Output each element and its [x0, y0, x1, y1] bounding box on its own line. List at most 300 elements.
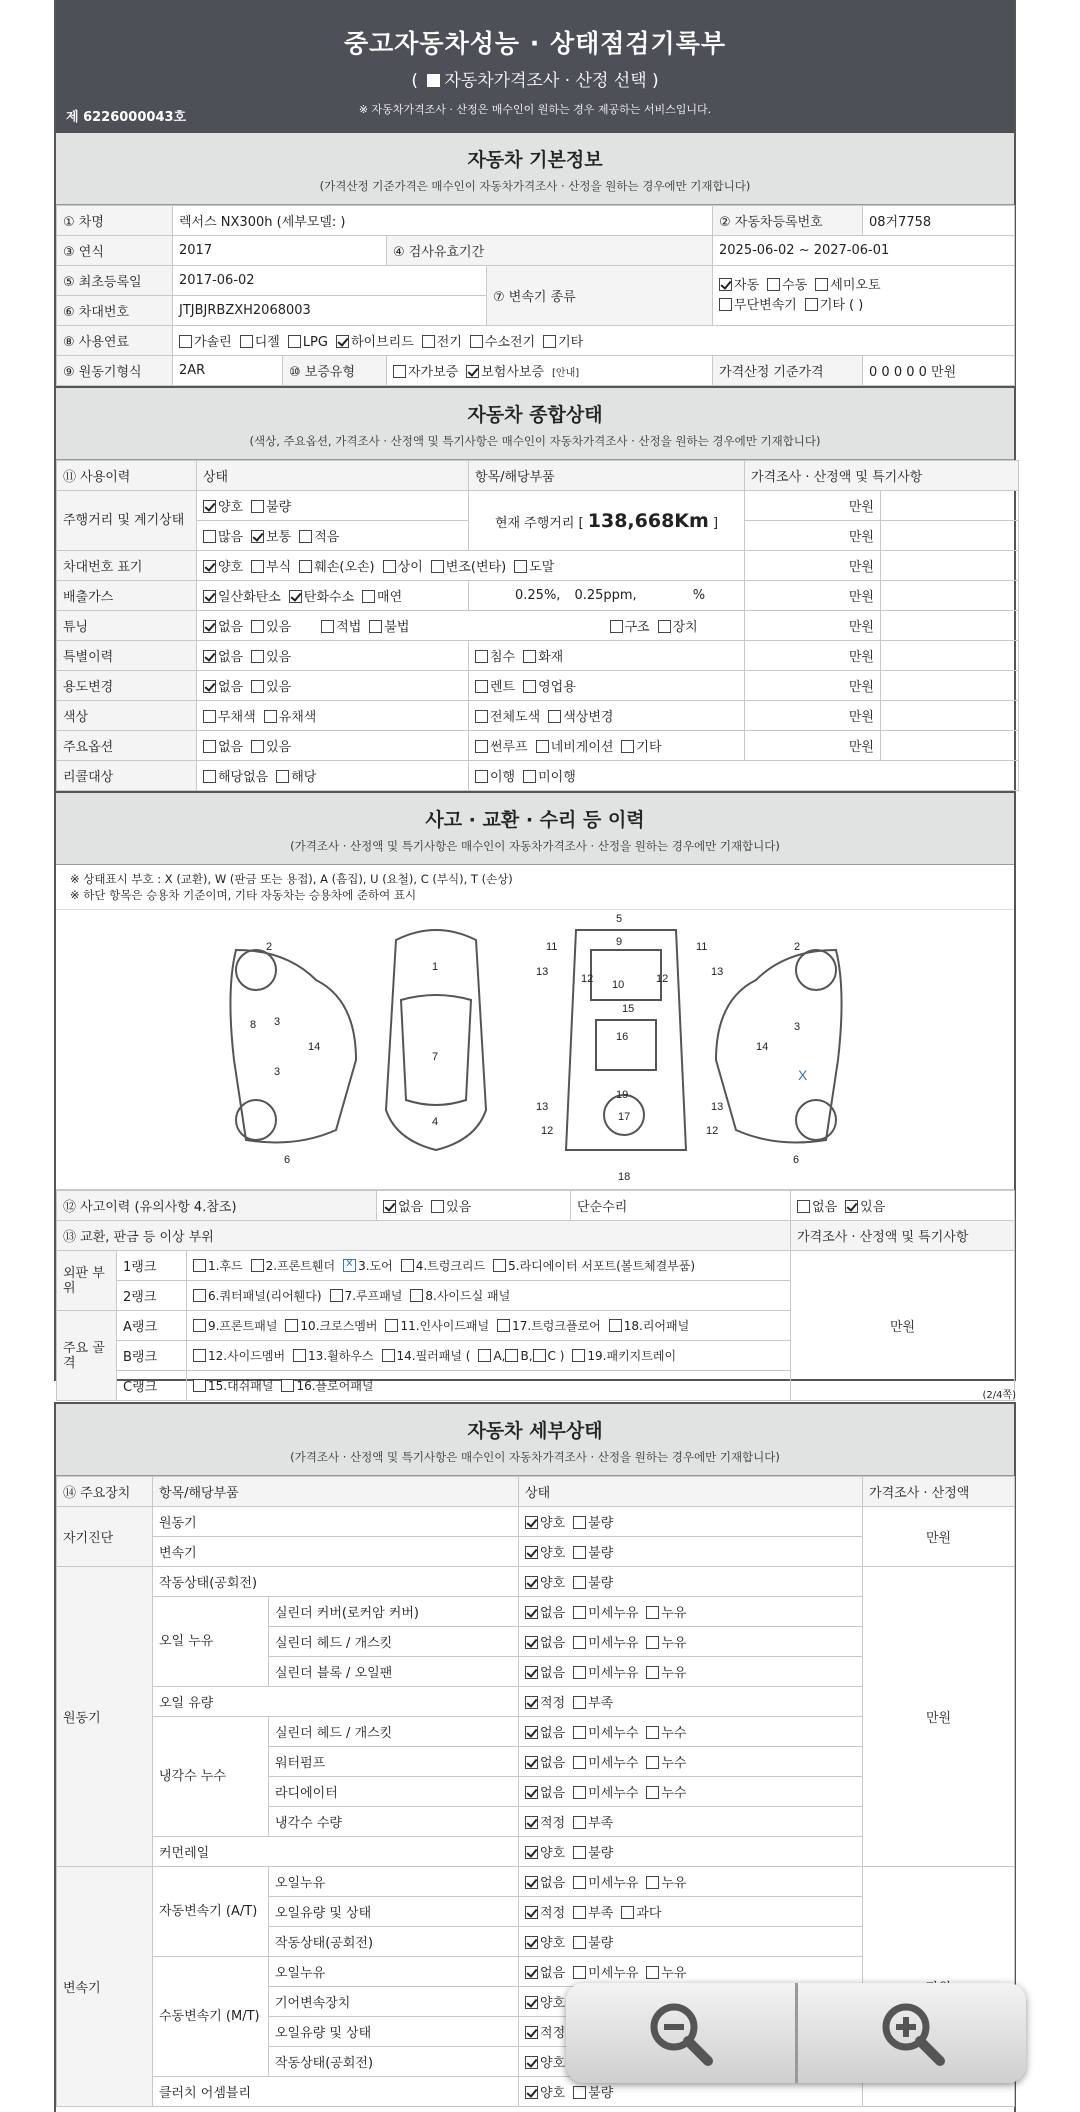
checkbox[interactable]: [369, 620, 382, 633]
sub-item: 기어변속장치: [269, 1987, 519, 2017]
rank-a: A랭크: [117, 1311, 187, 1341]
label-fuel: ⑧ 사용연료: [57, 326, 173, 356]
checkbox[interactable]: [179, 335, 192, 348]
rank-1-items: 1.후드 2.프론트휀더x 3.도어 4.트렁크리드 5.라디에이터 서포트(볼트체결부품): [187, 1251, 791, 1281]
svg-text:3: 3: [794, 1021, 801, 1033]
sub-item: 실린더 헤드 / 개스킷: [269, 1717, 519, 1747]
checkbox[interactable]: [536, 740, 549, 753]
doc-title: 중고자동차성능 · 상태점검기록부: [343, 29, 726, 58]
checkbox[interactable]: [264, 710, 277, 723]
label-color: 색상: [57, 701, 197, 731]
sub-item: 냉각수 수량: [269, 1807, 519, 1837]
checkbox[interactable]: [548, 710, 561, 723]
label-warranty: ⑩ 보증유형: [283, 356, 387, 386]
checkbox[interactable]: [382, 1349, 395, 1362]
checkbox[interactable]: [281, 1379, 294, 1392]
checkbox[interactable]: [533, 1349, 546, 1362]
checkbox[interactable]: [845, 1200, 858, 1213]
detail-row: [57, 1507, 1015, 1537]
checkbox[interactable]: [573, 1786, 586, 1799]
zoom-controls: [566, 1983, 1026, 2083]
section-subtitle: (가격조사 · 산정액 및 특기사항은 매수인이 자동차가격조사 · 산정을 원하는 경우에만 기재합니다): [290, 1450, 780, 1464]
state-options: 양호: [519, 2047, 863, 2077]
recall-state: 해당없음 해당: [197, 761, 469, 791]
checkbox[interactable]: [336, 335, 349, 348]
checkbox[interactable]: [330, 1289, 343, 1302]
checkbox[interactable]: [525, 1726, 538, 1739]
guide-link[interactable]: [안내]: [552, 368, 580, 379]
col-state: 상태: [197, 461, 469, 491]
checkbox[interactable]: [431, 560, 444, 573]
checkbox[interactable]: [525, 2056, 538, 2069]
price-unit: 만원: [745, 641, 881, 671]
price-unit: 만원: [745, 581, 881, 611]
checkbox[interactable]: [410, 1289, 423, 1302]
label-options: 주요옵션: [57, 731, 197, 761]
base-price: 0 0 0 0 0 만원: [863, 356, 1015, 386]
checkbox[interactable]: [251, 500, 264, 513]
item-name: 변속기: [153, 1537, 519, 1567]
state-options: 양호 불량: [519, 1567, 863, 1597]
checkbox[interactable]: [573, 1876, 586, 1889]
checkbox[interactable]: [505, 1349, 518, 1362]
rank-b: B랭크: [117, 1341, 187, 1371]
price-option-checkbox: [427, 74, 440, 87]
svg-text:9: 9: [616, 936, 623, 948]
state-options: 없음 미세누수 누수: [519, 1747, 863, 1777]
checkbox[interactable]: [525, 1846, 538, 1859]
rank-1: 1랭크: [117, 1251, 187, 1281]
checkbox[interactable]: [646, 1786, 659, 1799]
section-subtitle: (가격조사 · 산정액 및 특기사항은 매수인이 자동차가격조사 · 산정을 원하는 경우에만 기재합니다): [290, 839, 780, 853]
sub-item: 오일유량 및 상태: [269, 2017, 519, 2047]
checkbox[interactable]: [193, 1259, 206, 1272]
item-group: 오일 누유: [153, 1597, 269, 1687]
checkbox[interactable]: [525, 1576, 538, 1589]
inspection-page-2: [54, 0, 1016, 1395]
legend-symbols: ※ 상태표시 부호 : X (교환), W (판금 또는 용접), A (흠집), U (요철), C (부식), T (손상): [70, 872, 513, 886]
checkbox[interactable]: [288, 335, 301, 348]
checkbox[interactable]: [525, 1756, 538, 1769]
checkbox[interactable]: [572, 1349, 585, 1362]
checkbox[interactable]: [240, 335, 253, 348]
col-price: 가격조사 · 산정액 및 특기사항: [791, 1221, 1015, 1251]
checkbox[interactable]: [525, 1696, 538, 1709]
label-year: ③ 연식: [57, 236, 173, 266]
checkbox[interactable]: [573, 1936, 586, 1949]
label-base-price: 가격산정 기준가격: [713, 356, 863, 386]
svg-text:16: 16: [616, 1031, 629, 1043]
checkbox[interactable]: [573, 1636, 586, 1649]
label-vin: ⑥ 차대번호: [57, 296, 173, 326]
checkbox[interactable]: [621, 1906, 634, 1919]
label-purpose-change: 용도변경: [57, 671, 197, 701]
zoom-in-button[interactable]: [798, 1983, 1027, 2083]
legend-note: ※ 하단 항목은 승용차 기준이며, 기타 자동차는 승용차에 준하여 표시: [70, 888, 417, 902]
checkbox[interactable]: [497, 1319, 510, 1332]
engine-type: 2AR: [173, 356, 283, 386]
note-cell: [881, 551, 1019, 581]
svg-text:15: 15: [622, 1003, 635, 1015]
checkbox[interactable]: [514, 560, 527, 573]
transmission-options: 자동 수동 세미오토 무단변속기 기타 ( ): [713, 266, 1015, 326]
checkbox[interactable]: [478, 1349, 491, 1362]
checkbox[interactable]: [610, 620, 623, 633]
checkbox[interactable]: [431, 1200, 444, 1213]
purpose-state: 없음 있음: [197, 671, 469, 701]
checkbox[interactable]: [203, 650, 216, 663]
checkbox[interactable]: [609, 1319, 622, 1332]
zoom-in-icon: [876, 1997, 948, 2069]
car-name: 렉서스 NX300h (세부모델: ): [173, 206, 713, 236]
svg-text:7: 7: [432, 1051, 439, 1063]
state-options: 양호 불량: [519, 1927, 863, 1957]
checkbox[interactable]: [203, 740, 216, 753]
checkbox[interactable]: [203, 620, 216, 633]
item-name: 클러치 어셈블리: [153, 2077, 519, 2107]
checkbox[interactable]: [573, 1546, 586, 1559]
overall-table: [56, 460, 1019, 791]
checkbox[interactable]: [383, 1200, 396, 1213]
item-name: 오일 유량: [153, 1687, 519, 1717]
checkbox[interactable]: [251, 560, 264, 573]
note-cell: [881, 491, 1019, 521]
simple-repair-state: 없음 있음: [791, 1191, 1015, 1221]
device-group: 자기진단: [57, 1507, 153, 1567]
checkbox[interactable]: [193, 1349, 206, 1362]
checkbox[interactable]: [573, 1906, 586, 1919]
label-first-reg: ⑤ 최초등록일: [57, 266, 173, 296]
label-special-history: 특별이력: [57, 641, 197, 671]
checkbox[interactable]: [193, 1319, 206, 1332]
checkbox[interactable]: [797, 1200, 810, 1213]
zoom-out-button[interactable]: [566, 1983, 798, 2083]
checkbox[interactable]: [203, 770, 216, 783]
section-subtitle: (색상, 주요옵션, 가격조사 · 산정액 및 특기사항은 매수인이 자동차가격조사 · 산정을 원하는 경우에만 기재합니다): [249, 434, 821, 448]
accident-table: [56, 1190, 1015, 1401]
accident-heading: [56, 791, 1014, 865]
svg-text:6: 6: [284, 1154, 291, 1166]
sub-item: 실린더 블록 / 오일팬: [269, 1657, 519, 1687]
item-group: 자동변속기 (A/T): [153, 1867, 269, 1957]
checkbox[interactable]: [203, 590, 216, 603]
svg-text:4: 4: [432, 1116, 439, 1128]
svg-text:1: 1: [432, 961, 439, 973]
note-cell: [881, 731, 1019, 761]
checkbox[interactable]: [362, 590, 375, 603]
checkbox[interactable]: [573, 1756, 586, 1769]
checkbox[interactable]: [251, 650, 264, 663]
checkbox[interactable]: [475, 710, 488, 723]
device-group: 원동기: [57, 1567, 153, 1867]
price-unit: 만원: [745, 701, 881, 731]
accident-state: 없음 있음: [377, 1191, 571, 1221]
svg-text:12: 12: [656, 973, 669, 985]
state-options: 없음 미세누유 누유: [519, 1627, 863, 1657]
sub-item: 작동상태(공회전): [269, 1927, 519, 1957]
price-unit: 만원: [745, 551, 881, 581]
svg-text:14: 14: [756, 1041, 769, 1053]
checkbox[interactable]: [289, 590, 302, 603]
checkbox[interactable]: [203, 680, 216, 693]
overall-heading: [56, 386, 1014, 460]
checkbox[interactable]: [719, 298, 732, 311]
label-transmission: ⑦ 변속기 종류: [487, 266, 713, 326]
checkbox[interactable]: [525, 1666, 538, 1679]
label-emission: 배출가스: [57, 581, 197, 611]
checkbox[interactable]: [573, 1576, 586, 1589]
checkbox[interactable]: [525, 1606, 538, 1619]
checkbox[interactable]: [525, 2086, 538, 2099]
rank-a-items: 9.프론트패널 10.크로스멤버 11.인사이드패널 17.트렁크플로어 18.리어패널: [187, 1311, 791, 1341]
label-mileage: 주행거리 및 계기상태: [57, 491, 197, 551]
checkbox[interactable]: [299, 530, 312, 543]
checkbox[interactable]: [573, 1966, 586, 1979]
fuel-options: 가솔린 디젤 LPG 하이브리드 전기 수소전기 기타: [173, 326, 1015, 356]
checkbox[interactable]: [767, 278, 780, 291]
section-title: 자동차 세부상태: [467, 1420, 603, 1442]
sub-item: 작동상태(공회전): [269, 2047, 519, 2077]
sub-item: 오일누유: [269, 1957, 519, 1987]
checkbox[interactable]: [525, 1786, 538, 1799]
col-item: 항목/해당부품: [469, 461, 745, 491]
checkbox[interactable]: [475, 770, 488, 783]
note-cell: [881, 581, 1019, 611]
sub-item: 실린더 헤드 / 개스킷: [269, 1627, 519, 1657]
tuning-state: 없음 있음 적법 불법 구조 장치: [197, 611, 745, 641]
checkbox[interactable]: [621, 740, 634, 753]
col-usage: ⑪ 사용이력: [57, 461, 197, 491]
state-options: 양호 불량: [519, 2077, 863, 2107]
section-title: 사고 · 교환 · 수리 등 이력: [425, 809, 645, 831]
checkbox[interactable]: [193, 1289, 206, 1302]
rank-2-items: 6.쿼터패널(리어휀다) 7.루프패널 8.사이드실 패널: [187, 1281, 791, 1311]
rank-c-items: 15.대쉬패널 16.플로어패널: [187, 1371, 791, 1401]
checkbox[interactable]: [525, 1876, 538, 1889]
checkbox[interactable]: [646, 1966, 659, 1979]
checkbox[interactable]: [299, 560, 312, 573]
checkbox[interactable]: [343, 1259, 356, 1272]
price-unit: 만원: [863, 1567, 1015, 1867]
checkbox[interactable]: [573, 1696, 586, 1709]
checkbox[interactable]: [525, 2026, 538, 2039]
svg-text:2: 2: [266, 941, 273, 953]
basic-info-table: [56, 205, 1015, 386]
svg-text:11: 11: [546, 941, 558, 953]
vin-mark-state: 양호 부식 훼손(오손) 상이 변조(변타) 도말: [197, 551, 745, 581]
state-options: 양호 불량: [519, 1507, 863, 1537]
label-engine-type: ⑨ 원동기형식: [57, 356, 173, 386]
checkbox[interactable]: [646, 1876, 659, 1889]
checkbox[interactable]: [493, 1259, 506, 1272]
svg-text:3: 3: [274, 1066, 281, 1078]
price-unit: 만원: [745, 671, 881, 701]
state-options: 양호 불량: [519, 1837, 863, 1867]
checkbox[interactable]: [285, 1319, 298, 1332]
checkbox[interactable]: [193, 1379, 206, 1392]
checkbox[interactable]: [321, 620, 334, 633]
label-vin-mark: 차대번호 표기: [57, 551, 197, 581]
doc-number: 제 6226000043호: [66, 110, 187, 125]
checkbox[interactable]: [573, 1666, 586, 1679]
page-number: (2/4쪽): [982, 1390, 1016, 1401]
checkbox[interactable]: [475, 680, 488, 693]
section-subtitle: (가격산정 기준가격은 매수인이 자동차가격조사 · 산정을 원하는 경우에만 기재합니다): [319, 179, 751, 193]
state-options: 적정: [519, 2017, 863, 2047]
svg-text:19: 19: [616, 1089, 629, 1101]
options-items: 썬루프 네비게이션 기타: [469, 731, 745, 761]
checkbox[interactable]: [573, 1816, 586, 1829]
options-state: 없음 있음: [197, 731, 469, 761]
checkbox[interactable]: [470, 335, 483, 348]
checkbox[interactable]: [251, 740, 264, 753]
checkbox[interactable]: [523, 650, 536, 663]
checkbox[interactable]: [805, 298, 818, 311]
price-unit: 만원: [745, 611, 881, 641]
svg-text:2: 2: [794, 941, 801, 953]
svg-text:10: 10: [612, 979, 625, 991]
note-cell: [881, 701, 1019, 731]
mileage-level: 많음 보통 적음: [197, 521, 469, 551]
checkbox[interactable]: [573, 1606, 586, 1619]
label-exchange: ⑬ 교환, 판금 등 이상 부위: [57, 1221, 791, 1251]
mileage-state: 양호 불량: [197, 491, 469, 521]
svg-text:11: 11: [696, 941, 708, 953]
checkbox[interactable]: [525, 1516, 538, 1529]
state-options: 없음 미세누유 누유: [519, 1657, 863, 1687]
label-recall: 리콜대상: [57, 761, 197, 791]
vin: JTJBJRBZXH2068003: [173, 296, 487, 326]
checkbox[interactable]: [525, 1906, 538, 1919]
checkbox[interactable]: [573, 1516, 586, 1529]
col-price: 가격조사 · 산정액: [863, 1477, 1015, 1507]
svg-text:8: 8: [250, 1019, 257, 1031]
checkbox[interactable]: [203, 710, 216, 723]
checkbox[interactable]: [383, 560, 396, 573]
checkbox[interactable]: [646, 1606, 659, 1619]
emission-values: 0.25%, 0.25ppm, %: [469, 581, 745, 611]
checkbox[interactable]: [525, 1816, 538, 1829]
color-state: 무채색 유채색: [197, 701, 469, 731]
svg-text:13: 13: [711, 1101, 724, 1113]
state-options: 없음 미세누수 누수: [519, 1717, 863, 1747]
checkbox[interactable]: [401, 1259, 414, 1272]
item-name: 커먼레일: [153, 1837, 519, 1867]
checkbox[interactable]: [523, 680, 536, 693]
checkbox[interactable]: [525, 1636, 538, 1649]
checkbox[interactable]: [475, 740, 488, 753]
svg-text:12: 12: [706, 1125, 719, 1137]
svg-text:5: 5: [616, 913, 623, 925]
checkbox[interactable]: [525, 1546, 538, 1559]
checkbox[interactable]: [525, 1936, 538, 1949]
checkbox[interactable]: [543, 335, 556, 348]
col-price: 가격조사 · 산정액 및 특기사항: [745, 461, 1019, 491]
exchange-mark: X: [798, 1067, 808, 1083]
special-items: 침수 화재: [469, 641, 745, 671]
checkbox[interactable]: [646, 1666, 659, 1679]
recall-items: 이행 미이행: [469, 761, 1019, 791]
checkbox[interactable]: [475, 650, 488, 663]
car-outline-icon: [56, 910, 1014, 1190]
checkbox[interactable]: [523, 770, 536, 783]
checkbox[interactable]: [393, 365, 406, 378]
checkbox[interactable]: [646, 1726, 659, 1739]
checkbox[interactable]: [385, 1319, 398, 1332]
col-item: 항목/해당부품: [153, 1477, 519, 1507]
checkbox[interactable]: [815, 278, 828, 291]
rank-b-items: 12.사이드멤버 13.휠하우스 14.필러패널 ( A, B, C ) 19.패키지트레이: [187, 1341, 791, 1371]
checkbox[interactable]: [719, 278, 732, 291]
svg-text:14: 14: [308, 1041, 321, 1053]
price-unit: 만원: [745, 491, 881, 521]
checkbox[interactable]: [646, 1756, 659, 1769]
exchange-price: 만원: [791, 1251, 1015, 1401]
item-name: 원동기: [153, 1507, 519, 1537]
checkbox[interactable]: [203, 500, 216, 513]
legend: [56, 865, 1014, 910]
sub-item: 오일유량 및 상태: [269, 1897, 519, 1927]
label-accident: ⑫ 사고이력 (유의사항 4.참조): [57, 1191, 377, 1221]
doc-subtitle: ( 자동차가격조사 · 산정 선택 ): [411, 71, 659, 91]
checkbox[interactable]: [276, 770, 289, 783]
checkbox[interactable]: [203, 560, 216, 573]
checkbox[interactable]: [293, 1349, 306, 1362]
item-name: 작동상태(공회전): [153, 1567, 519, 1597]
label-car-name: ① 차명: [57, 206, 173, 236]
rank-2: 2랭크: [117, 1281, 187, 1311]
svg-text:12: 12: [581, 973, 594, 985]
sub-item: 실린더 커버(로커암 커버): [269, 1597, 519, 1627]
checkbox[interactable]: [422, 335, 435, 348]
checkbox[interactable]: [466, 365, 479, 378]
doc-header: [56, 0, 1014, 133]
checkbox[interactable]: [251, 1259, 264, 1272]
sub-item: 오일누유: [269, 1867, 519, 1897]
checkbox[interactable]: [251, 530, 264, 543]
note-cell: [881, 611, 1019, 641]
checkbox[interactable]: [525, 1966, 538, 1979]
checkbox[interactable]: [251, 680, 264, 693]
price-unit: 만원: [863, 1507, 1015, 1567]
price-unit: 만원: [745, 731, 881, 761]
svg-text:3: 3: [274, 1016, 281, 1028]
checkbox[interactable]: [251, 620, 264, 633]
label-main-frame: 주요 골격: [57, 1311, 117, 1401]
state-options: 적정 부족: [519, 1807, 863, 1837]
year: 2017: [173, 236, 387, 266]
col-state: 상태: [519, 1477, 863, 1507]
label-reg-no: ② 자동차등록번호: [713, 206, 863, 236]
svg-text:13: 13: [536, 966, 549, 978]
svg-text:13: 13: [711, 966, 724, 978]
purpose-items: 렌트 영업용: [469, 671, 745, 701]
first-reg: 2017-06-02: [173, 266, 487, 296]
color-items: 전체도색 색상변경: [469, 701, 745, 731]
section-title: 자동차 종합상태: [467, 404, 603, 426]
note-cell: [881, 521, 1019, 551]
checkbox[interactable]: [573, 1846, 586, 1859]
checkbox[interactable]: [658, 620, 671, 633]
price-unit: 만원: [745, 521, 881, 551]
checkbox[interactable]: [525, 1996, 538, 2009]
checkbox[interactable]: [203, 530, 216, 543]
checkbox[interactable]: [573, 2086, 586, 2099]
checkbox[interactable]: [646, 1636, 659, 1649]
checkbox[interactable]: [573, 1726, 586, 1739]
reg-no: 08거7758: [863, 206, 1015, 236]
svg-text:13: 13: [536, 1101, 549, 1113]
